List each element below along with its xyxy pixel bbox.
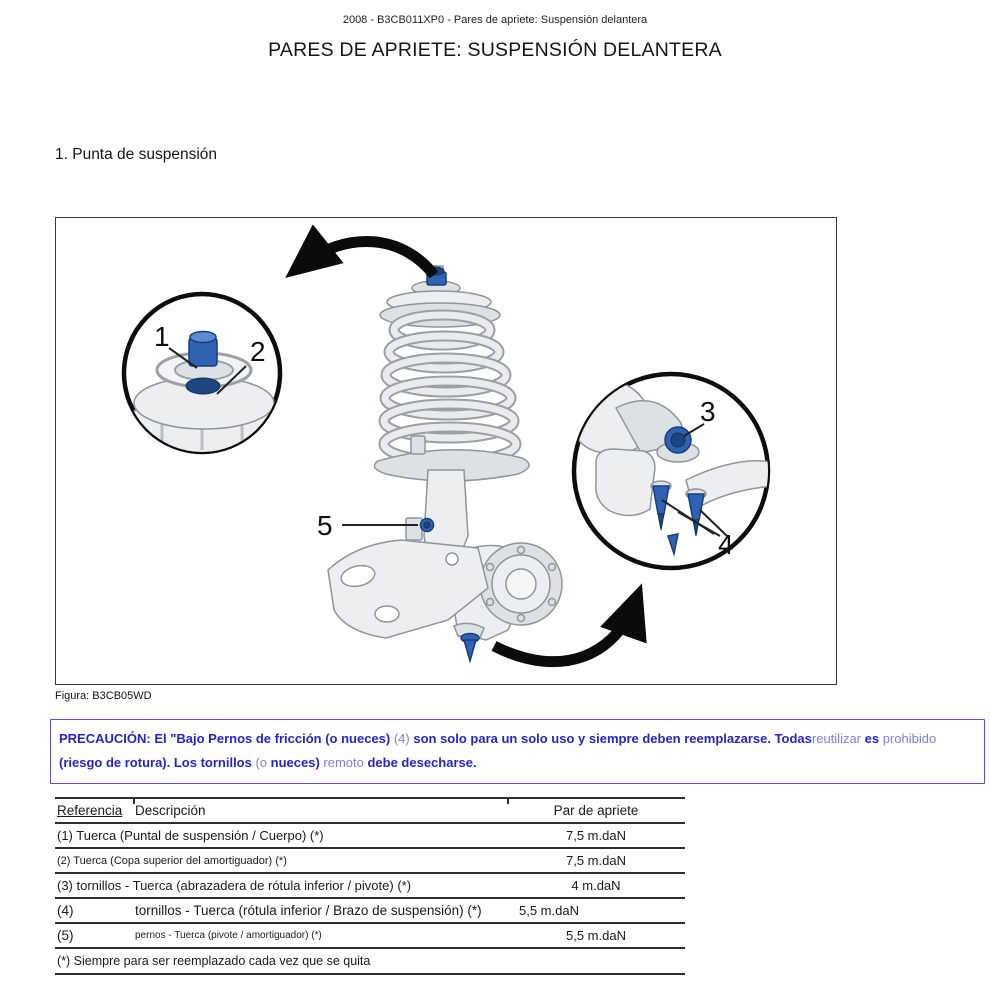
footnote-text: (*) Siempre para ser reemplazado cada vez que se quita	[55, 948, 685, 974]
row-torque: 7,5 m.daN	[507, 848, 685, 873]
figure-caption: Figura: B3CB05WD	[55, 690, 152, 702]
torque-table-wrap	[55, 797, 685, 975]
breadcrumb: 2008 - B3CB011XP0 - Pares de apriete: Suspensión delantera	[342, 14, 648, 26]
left-callout	[122, 294, 286, 458]
ball-joint-nut-icon	[665, 427, 691, 453]
hub-flange	[480, 543, 562, 625]
table-row	[55, 823, 685, 848]
table-row	[55, 923, 685, 948]
figure-label-2: 2	[250, 336, 266, 367]
column-divider-tick	[507, 797, 509, 804]
ball-joint-icon	[454, 623, 484, 661]
row-description: tornillos - Tuerca (rótula inferior / Brazo de suspensión) (*)	[133, 898, 507, 923]
coil-spring	[384, 315, 516, 461]
row-description: (1) Tuerca (Puntal de suspensión / Cuerpo) (*)	[55, 823, 507, 848]
upper-cup-nut-icon	[186, 378, 220, 394]
figure-label-4: 4	[718, 529, 734, 560]
page-title: PARES DE APRIETE: SUSPENSIÓN DELANTERA	[268, 39, 722, 61]
row-description: (3) tornillos - Tuerca (abrazadera de rótula inferior / pivote) (*)	[55, 873, 507, 898]
column-divider-tick	[133, 797, 135, 804]
arrow-to-left-callout	[299, 241, 434, 275]
table-row	[55, 873, 685, 898]
figure-label-3: 3	[700, 396, 716, 427]
section-heading: 1. Punta de suspensión	[55, 146, 218, 163]
figure-label-1: 1	[154, 321, 170, 352]
row-description: pernos - Tuerca (pivote / amortiguador) (*)	[133, 923, 507, 948]
col-header-referencia: Referencia	[55, 798, 133, 823]
row-reference: (5)	[55, 923, 133, 948]
strut-top-nut-icon	[189, 332, 217, 367]
row-torque: 5,5 m.daN	[507, 923, 685, 948]
caution-line-1: PRECAUCIÓN: El "Bajo Pernos de fricción (o nueces) (4) son solo para un solo uso y siempre deben reemplazarse. Todasreutilizar es prohibido	[59, 731, 937, 746]
table-header-row	[55, 798, 685, 823]
table-footnote-row	[55, 948, 685, 974]
suspension-diagram	[56, 218, 836, 684]
row-torque: 4 m.daN	[507, 873, 685, 898]
row-torque: 5,5 m.daN	[507, 898, 685, 923]
col-header-descripcion: Descripción	[133, 798, 507, 823]
right-callout	[574, 374, 774, 568]
torque-table	[55, 797, 685, 975]
col-header-par: Par de apriete	[507, 798, 685, 823]
table-row	[55, 898, 685, 923]
suspension-figure	[55, 217, 837, 685]
strut-assembly	[328, 266, 562, 661]
figure-label-5: 5	[317, 510, 333, 541]
caution-line-2: (riesgo de rotura). Los tornillos (o nueces) remoto debe desecharse.	[59, 755, 477, 770]
row-reference: (4)	[55, 898, 133, 923]
row-torque: 7,5 m.daN	[507, 823, 685, 848]
table-row	[55, 848, 685, 873]
row-description: (2) Tuerca (Copa superior del amortiguador) (*)	[55, 848, 507, 873]
caution-box	[50, 719, 985, 784]
pinch-bolt-icon	[421, 519, 434, 532]
